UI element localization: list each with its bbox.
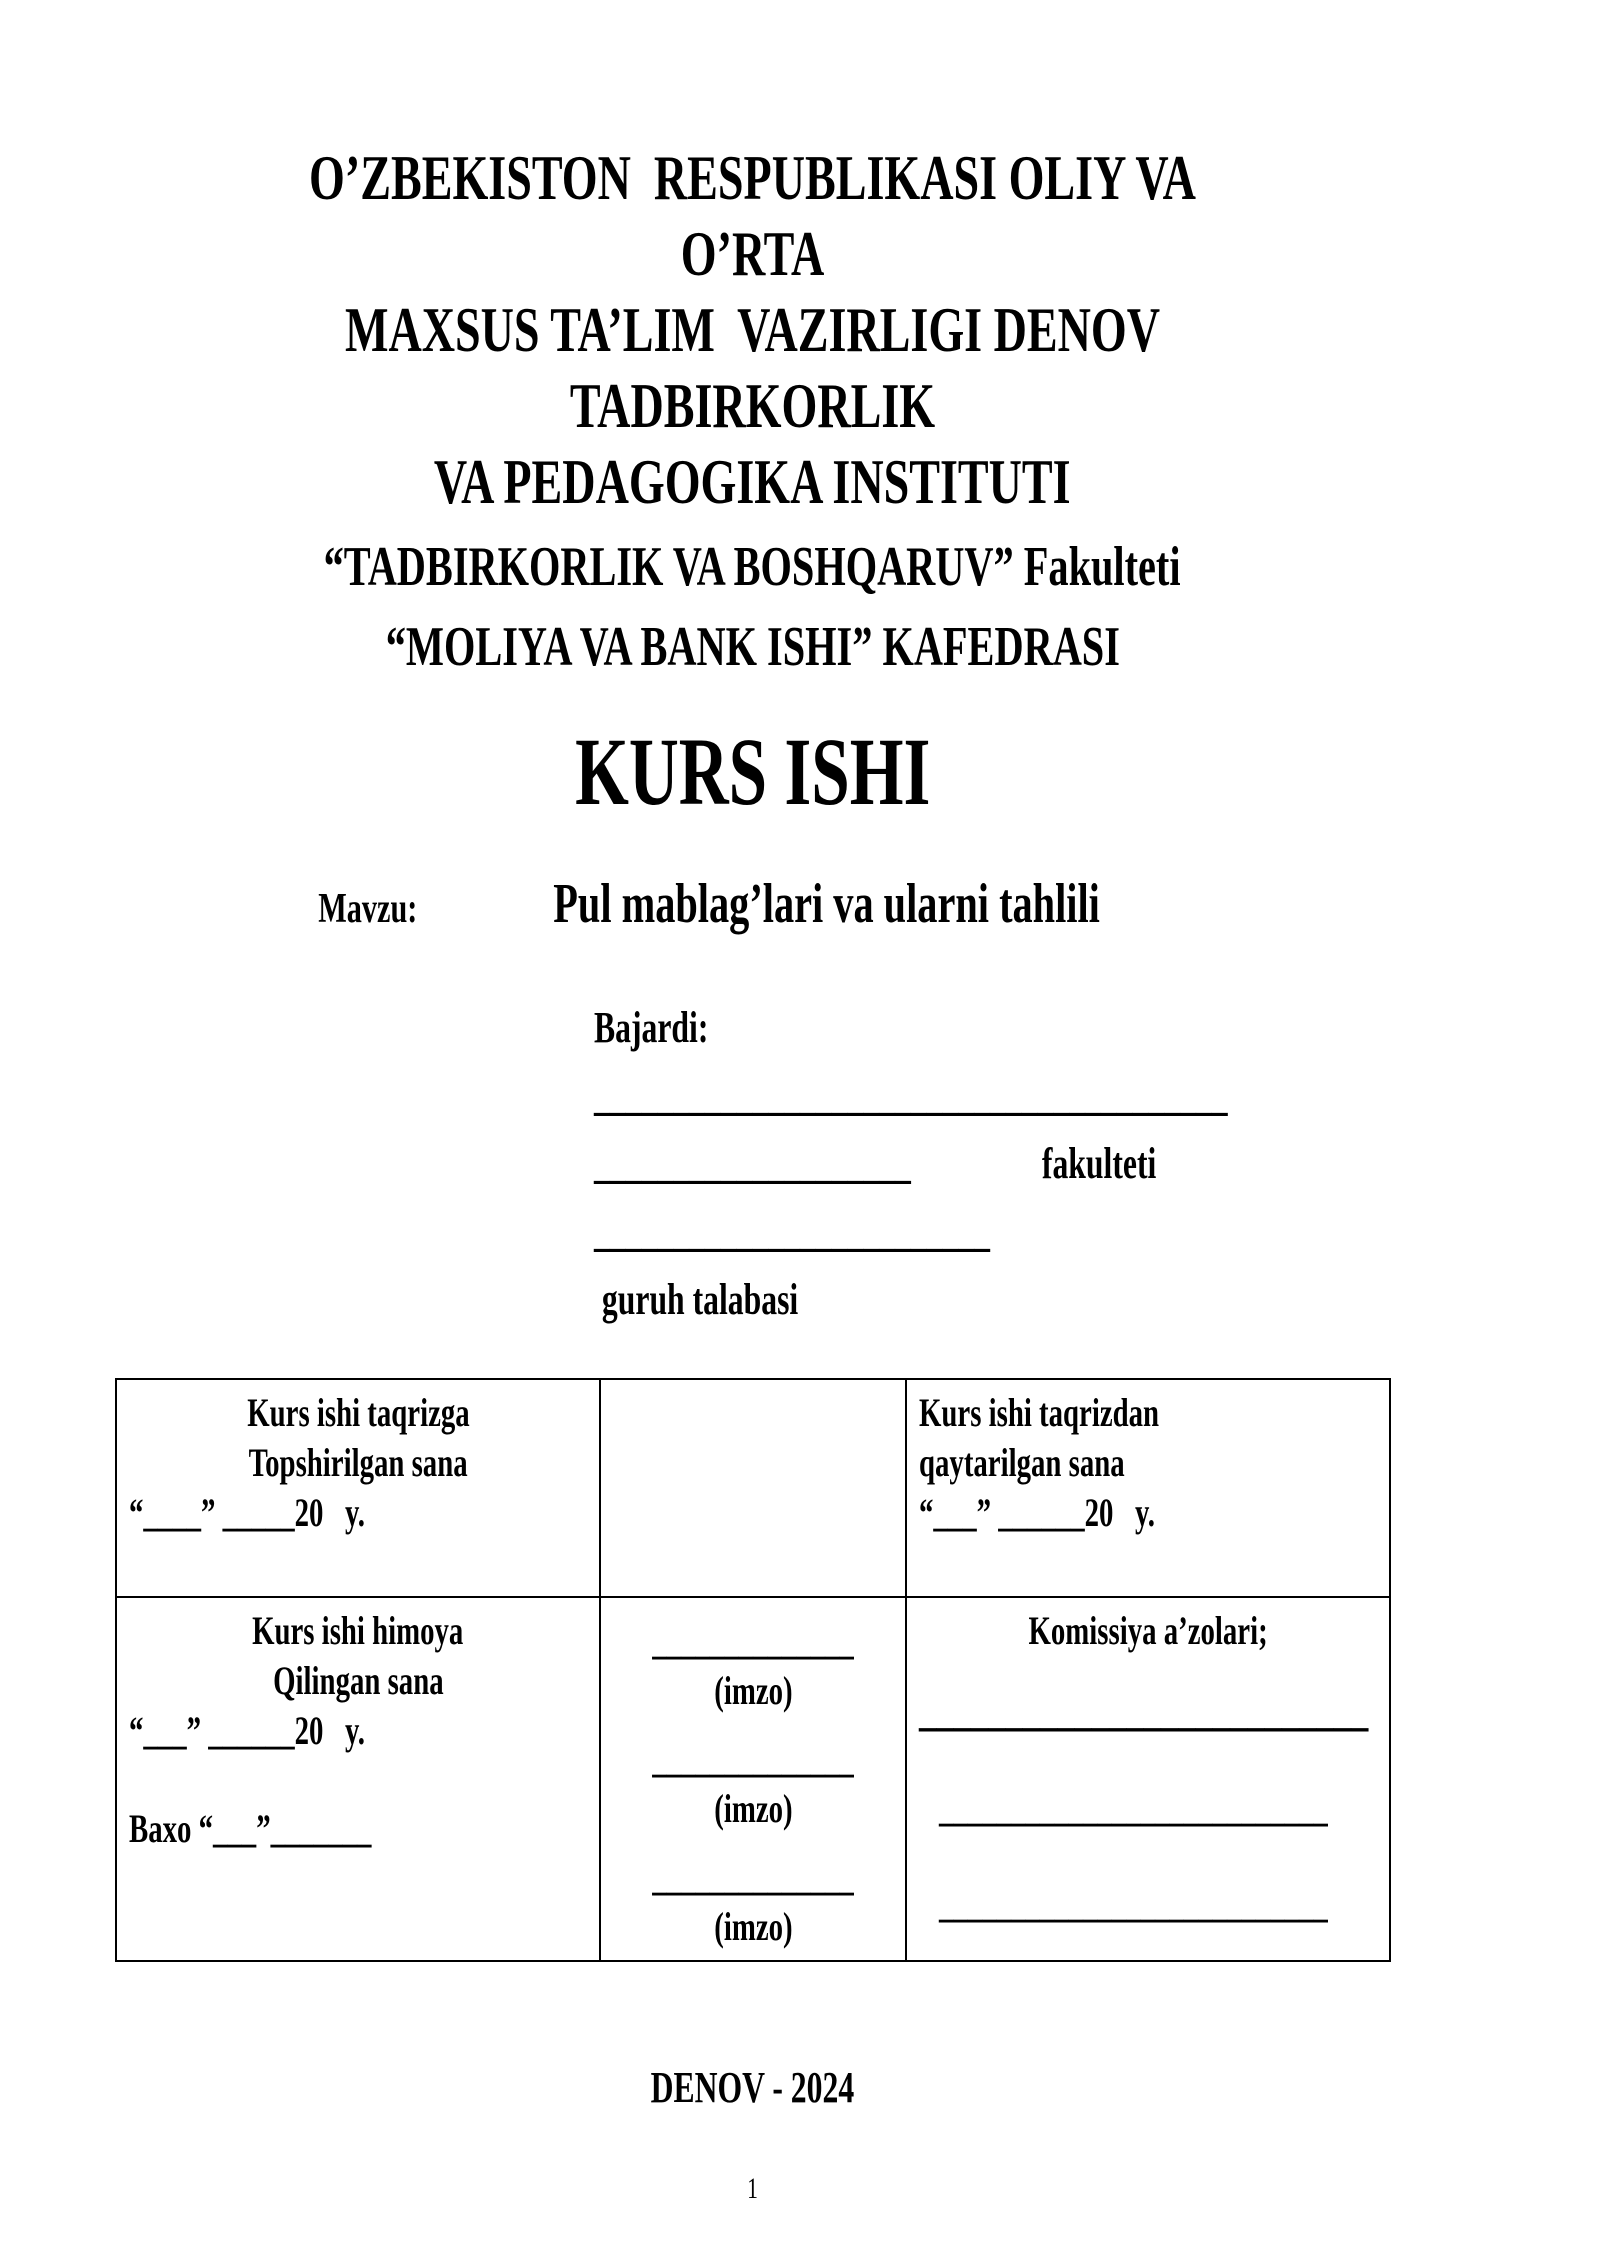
topic-value: Pul mablag’lari va ularni tahlili — [553, 873, 1100, 935]
commission-blank-1 — [919, 1682, 1377, 1740]
submitted-line-1-text: Kurs ishi taqrizga — [246, 1390, 470, 1435]
returned-date-blank-text: “___” ______20 y. — [919, 1490, 1156, 1535]
signature-group-1 — [613, 1616, 893, 1716]
defended-date-blank-text: “___” ______20 y. — [129, 1708, 366, 1753]
submitted-line-2 — [129, 1438, 587, 1488]
defended-line-1 — [129, 1606, 587, 1656]
signature-group-2 — [613, 1734, 893, 1834]
defended-date-blank — [129, 1706, 587, 1756]
city-year-line — [115, 2062, 1390, 2113]
document-content — [0, 140, 1600, 1962]
signature-group-3 — [613, 1852, 893, 1952]
grade-line — [129, 1804, 587, 1854]
signature-label-2-text: (imzo) — [713, 1786, 793, 1831]
commission-header-text: Komissiya a’zolari; — [1028, 1608, 1268, 1653]
submitted-date-cell — [116, 1379, 600, 1597]
page-number — [115, 2172, 1390, 2206]
signature-label-1 — [613, 1666, 893, 1716]
ministry-header-line-2-text: MAXSUS TA’LIM VAZIRLIGI DENOV TADBIRKORLIK — [344, 294, 1171, 441]
course-work-title-text: KURS ISHI — [574, 718, 931, 825]
ministry-header-line-3 — [115, 444, 1390, 520]
signature-label-1-text: (imzo) — [713, 1668, 793, 1713]
commission-blank-2-text: ___________________________ — [939, 1785, 1328, 1830]
ministry-header — [115, 140, 1390, 520]
returned-line-1 — [919, 1388, 1377, 1438]
commission-blank-3 — [919, 1876, 1377, 1932]
topic-line — [115, 874, 1390, 948]
commission-blank-3-text: ___________________________ — [939, 1881, 1328, 1926]
grade-line-text: Baxo “___”_______ — [129, 1806, 372, 1851]
signature-blank-3 — [613, 1852, 893, 1902]
city-year-text: DENOV - 2024 — [650, 2063, 855, 2112]
signatures-cell — [600, 1597, 906, 1961]
department-line — [115, 616, 1390, 678]
faculty-line — [115, 536, 1390, 598]
signature-blank-2 — [613, 1734, 893, 1784]
submitted-date-blank-text: “____” _____20 y. — [129, 1490, 366, 1535]
faculty-line-text: “TADBIRKORLIK VA BOSHQARUV” Fakulteti — [324, 536, 1181, 598]
guruh-label: guruh talabasi — [594, 1275, 799, 1324]
submitted-date-blank — [129, 1488, 587, 1538]
commission-blank-2 — [919, 1780, 1377, 1836]
signature-label-3-text: (imzo) — [713, 1904, 793, 1949]
review-table-row-1 — [116, 1379, 1390, 1597]
returned-date-cell — [906, 1379, 1390, 1597]
submitted-line-2-text: Topshirilgan sana — [248, 1440, 468, 1485]
ministry-header-line-3-text: VA PEDAGOGIKA INSTITUTI — [434, 446, 1071, 517]
commission-cell — [906, 1597, 1390, 1961]
bajardi-blank-field: ________________________________________ — [594, 1071, 1228, 1120]
review-table — [115, 1378, 1391, 1962]
bajardi-label: Bajardi: — [594, 1003, 709, 1052]
signature-blank-3-text: ______________ — [652, 1854, 854, 1899]
review-table-row-2 — [116, 1597, 1390, 1961]
page-number-text: 1 — [747, 2172, 758, 2205]
defended-line-2-text: Qilingan sana — [272, 1658, 444, 1703]
returned-line-2 — [919, 1438, 1377, 1488]
signature-label-3 — [613, 1902, 893, 1952]
returned-line-2-text: qaytarilgan sana — [919, 1440, 1125, 1485]
commission-blank-1-text: __________________________ — [919, 1683, 1369, 1736]
defended-date-cell — [116, 1597, 600, 1961]
defended-spacer — [129, 1756, 587, 1804]
signature-blank-2-text: ______________ — [652, 1736, 854, 1781]
student-block — [115, 994, 1390, 1334]
ministry-header-line-1 — [115, 140, 1390, 292]
fakulteti-blank-field: ____________________ — [594, 1139, 911, 1188]
department-line-text: “MOLIYA VA BANK ISHI” KAFEDRASI — [385, 616, 1120, 678]
topic-label: Mavzu: — [318, 886, 418, 932]
commission-header — [919, 1606, 1377, 1656]
ministry-header-line-2 — [115, 292, 1390, 444]
fakulteti-line — [115, 1130, 1390, 1198]
returned-line-1-text: Kurs ishi taqrizdan — [919, 1390, 1160, 1435]
fakulteti-label: fakulteti — [1034, 1139, 1157, 1188]
returned-date-blank — [919, 1488, 1377, 1538]
signature-label-2 — [613, 1784, 893, 1834]
guruh-line — [115, 1198, 1390, 1334]
guruh-blank-field: _________________________ — [594, 1207, 990, 1256]
defended-line-2 — [129, 1656, 587, 1706]
empty-cell — [600, 1379, 906, 1597]
signature-blank-1 — [613, 1616, 893, 1666]
signature-blank-1-text: ______________ — [652, 1618, 854, 1663]
ministry-header-line-1-text: O’ZBEKISTON RESPUBLIKASI OLIY VA O’RTA — [309, 142, 1208, 289]
course-work-title — [115, 718, 1390, 825]
bajardi-line — [115, 994, 1390, 1130]
defended-line-1-text: Kurs ishi himoya — [252, 1608, 464, 1653]
submitted-line-1 — [129, 1388, 587, 1438]
